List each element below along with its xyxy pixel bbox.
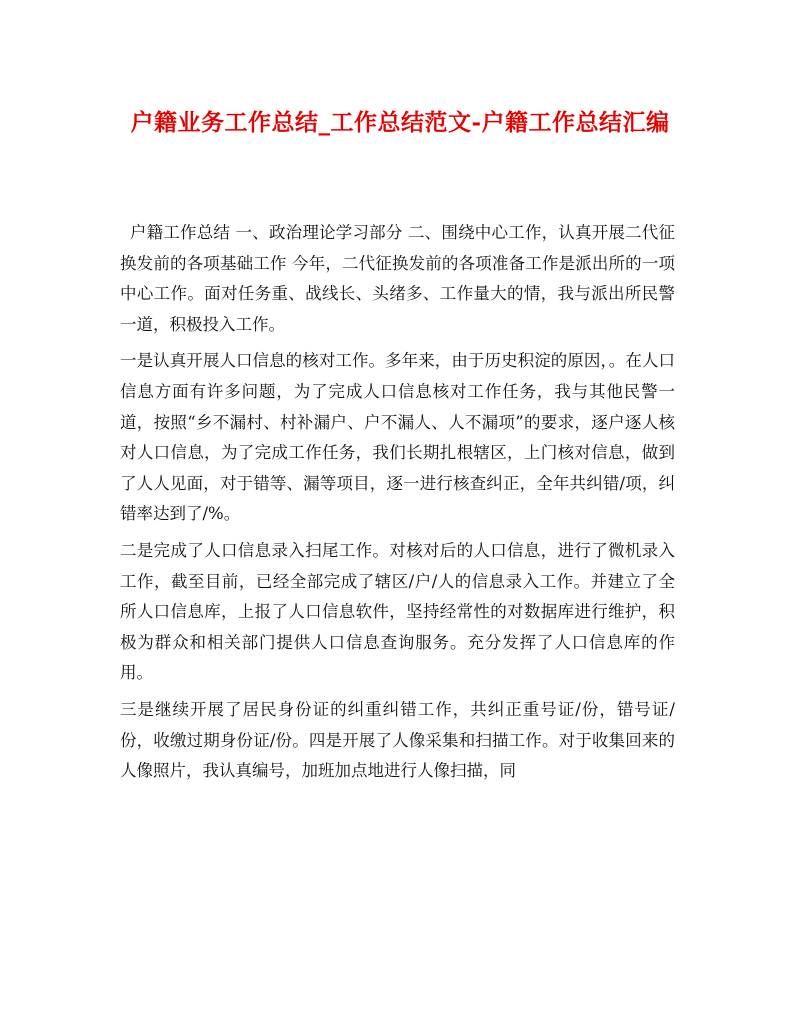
document-title: 户籍业务工作总结_工作总结范文-户籍工作总结汇编: [130, 109, 670, 136]
document-body: [120, 218, 675, 793]
paragraph-three: 三是继续开展了居民身份证的纠重纠错工作，共纠正重号证/份，错号证/份，收缴过期身份证/份。四是开展了人像采集和扫描工作。对于收集回来的人像照片，我认真编号，加班加点地进行人像扫描，同: [120, 699, 675, 781]
paragraph-intro: 户籍工作总结 一、政治理论学习部分 二、围绕中心工作，认真开展二代征换发前的各项基础工作 今年，二代征换发前的各项准备工作是派出所的一项中心工作。面对任务重、战线长、头绪多、工作量大的情，我与派出所民警一道，积极投入工作。: [120, 223, 675, 334]
paragraph-one: 一是认真开展人口信息的核对工作。多年来，由于历史积淀的原因，。在人口信息方面有许多问题，为了完成人口信息核对工作任务，我与其他民警一道，按照“乡不漏村、村补漏户、户不漏人、人不漏项”的要求，逐户逐人核对人口信息，为了完成工作任务，我们长期扎根辖区，上门核对信息，做到了人人见面，对于错等、漏等项目，逐一进行核查纠正，全年共纠错/项，纠错率达到了/%。: [120, 351, 675, 524]
paragraph-two: 二是完成了人口信息录入扫尾工作。对核对后的人口信息，进行了微机录入工作，截至目前，已经全部完成了辖区/户/人的信息录入工作。并建立了全所人口信息库，上报了人口信息软件，坚持经常性的对数据库进行维护，积极为群众和相关部门提供人口信息查询服务。充分发挥了人口信息库的作用。: [120, 540, 675, 683]
